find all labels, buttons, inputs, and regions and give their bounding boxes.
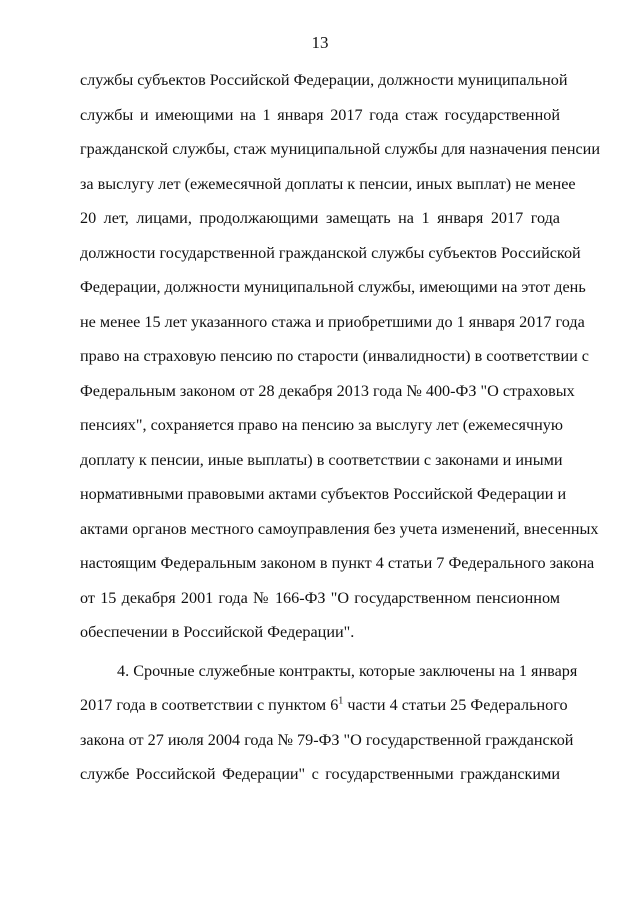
text-fragment: части 4 статьи 25 Федерального [343, 696, 568, 714]
text-line: 20 лет, лицами, продолжающими замещать на 1 января 2017 года [80, 209, 560, 227]
text-line: настоящим Федеральным законом в пункт 4 статьи 7 Федерального закона [80, 554, 595, 572]
superscript: 1 [338, 695, 344, 707]
text-line: службы субъектов Российской Федерации, должности муниципальной [80, 71, 568, 89]
text-line-with-superscript [80, 695, 568, 730]
text-line: за выслугу лет (ежемесячной доплаты к пенсии, иных выплат) не менее [80, 174, 576, 193]
paragraph-4-first-line: 4. Срочные служебные контракты, которые заключены на 1 января [117, 661, 578, 680]
text-line: актами органов местного самоуправления без учета изменений, внесенных [80, 519, 599, 538]
text-line: гражданской службы, стаж муниципальной службы для назначения пенсии [80, 140, 600, 158]
text-line: должности государственной гражданской службы субъектов Российской [80, 243, 581, 262]
text-line: не менее 15 лет указанного стажа и приобретшими до 1 января 2017 года [80, 312, 585, 331]
text-line: пенсиях", сохраняется право на пенсию за выслугу лет (ежемесячную [80, 416, 563, 434]
page-number: 13 [311, 33, 329, 52]
text-line: Федерации, должности муниципальной службы, имеющими на этот день [80, 278, 586, 296]
text-line: службы и имеющими на 1 января 2017 года стаж государственной [80, 105, 560, 124]
text-line: нормативными правовыми актами субъектов Российской Федерации и [80, 485, 567, 503]
document-body [80, 70, 600, 799]
text-line: доплату к пенсии, иные выплаты) в соответствии с законами и иными [80, 450, 563, 469]
text-line: право на страховую пенсию по старости (инвалидности) в соответствии с [80, 347, 589, 365]
paragraph-end-line: обеспечении в Российской Федерации". [80, 623, 355, 641]
text-line: закона от 27 июля 2004 года № 79-ФЗ "О государственной гражданской [80, 730, 574, 749]
text-fragment: 2017 года в соответствии с пунктом 6 [80, 696, 339, 714]
text-line: от 15 декабря 2001 года № 166-ФЗ "О государственном пенсионном [80, 588, 560, 607]
text-line: Федеральным законом от 28 декабря 2013 года № 400-ФЗ "О страховых [80, 381, 575, 400]
text-line: службе Российской Федерации" с государственными гражданскими [80, 765, 560, 783]
